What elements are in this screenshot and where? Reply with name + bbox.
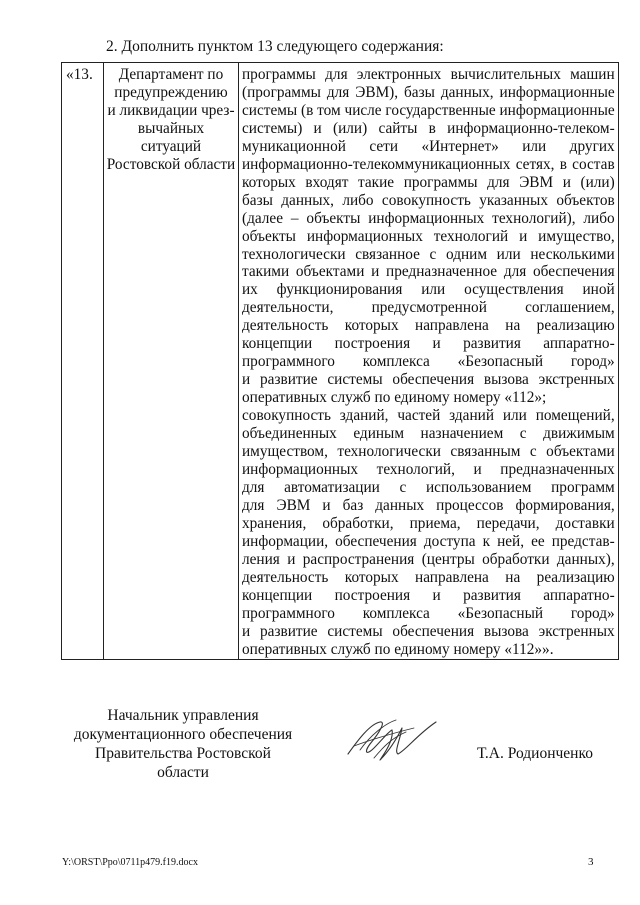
description-line: информационных технологий, и предназначенных [242,460,615,478]
description-line: для автоматизации с использованием программ [242,478,615,496]
department-cell [104,63,239,660]
description-line: деятельность которых направлена на реализацию [242,568,615,586]
description-line: технологически связанное с одним или несколькими [242,245,615,263]
department-line: вычайных ситуаций [137,119,205,155]
description-line: муникационной сети «Интернет» или других [242,137,615,155]
department-line: Департамент по [118,66,224,83]
description-line: их функционирования или осуществления иной [242,281,615,299]
description-line: концепции построения и развития аппаратно- [242,586,615,604]
item-number-cell [62,63,104,660]
department-line: Ростовской области [106,155,236,173]
description-line: концепции построения и развития аппаратно- [242,335,615,353]
footer-file-path: Y:\ORST\Ppo\0711p479.f19.docx [62,857,198,868]
item-number: «13. [66,66,93,83]
description-cell [239,63,619,660]
description-line: имуществом, технологически связанным с объектами [242,443,615,461]
department-line: и ликвидации чрез- [107,101,235,119]
description-line: оперативных служб по единому номеру «112»; [242,389,547,407]
description-line: информационно-телекоммуникационных сетях, в состав [242,155,615,173]
description-line: (программы для ЭВМ), базы данных, информационные [242,83,615,101]
description-line: которых входят такие программы для ЭВМ и (или) [242,173,615,191]
description-line: информации, обеспечения доступа к ней, ее представ- [242,532,615,550]
handwritten-signature [340,710,440,770]
description-line: оперативных служб по единому номеру «112»». [242,640,554,658]
signatory-title [68,706,298,782]
description-line: такими объектами и предназначенное для обеспечения [242,263,615,281]
description-line: базы данных, либо совокупность указанных объектов [242,191,615,209]
description-line: и развитие системы обеспечения вызова экстренных [242,371,615,389]
description-line: объединенных единым назначением с движимым [242,425,615,443]
description-text [239,63,618,659]
description-line: программного комплекса «Безопасный город» [242,604,615,622]
signatory-title-line: Начальник управления [107,707,259,724]
description-line: программного комплекса «Безопасный город» [242,353,615,371]
description-line: программы для электронных вычислительных машин [242,66,615,83]
intro-text: 2. Дополнить пунктом 13 следующего содержания: [106,38,444,55]
signatory-title-line: документационного обеспечения [73,726,293,743]
description-line: и развитие системы обеспечения вызова экстренных [242,622,615,640]
department-line: предупреждению [114,83,228,101]
description-line: системы (в том числе государственные информационные [242,101,615,119]
signatory-title-line: Правительства Ростовской области [95,745,271,781]
department-name [104,63,238,174]
table-row [62,63,619,660]
description-line: для ЭВМ и баз данных процессов формирования, [242,496,615,514]
description-line: системы) и (или) сайты в информационно-телеком- [242,119,615,137]
description-line: деятельность которых направлена на реализацию [242,317,615,335]
signatory-name: Т.А. Родионченко [477,745,593,762]
description-line: деятельности, предусмотренной соглашением, [242,299,615,317]
description-line: объекты информационных технологий и имущество, [242,227,615,245]
description-line: хранения, обработки, приема, передачи, доставки [242,514,615,532]
description-line: ления и распространения (центры обработки данных), [242,550,615,568]
page-number: 3 [588,856,594,868]
description-line: (далее – объекты информационных технологий), либо [242,209,615,227]
amendment-table [61,62,619,660]
description-line: совокупность зданий, частей зданий или помещений, [242,407,615,425]
